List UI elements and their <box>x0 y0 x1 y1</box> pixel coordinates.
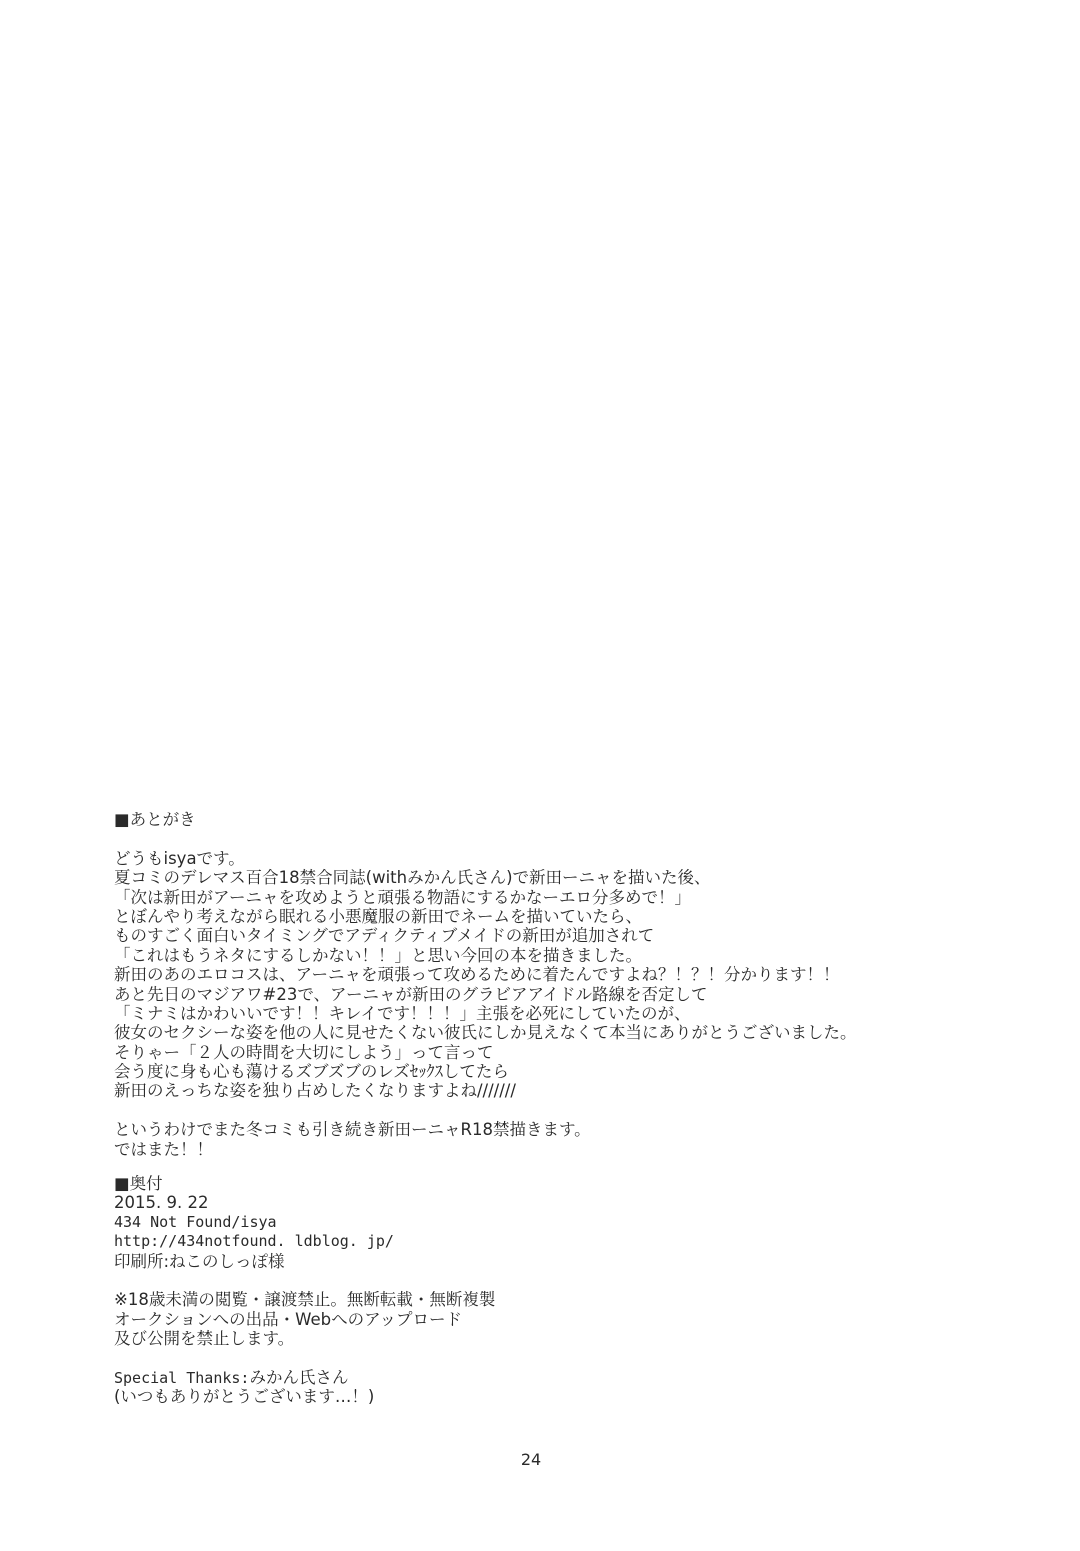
colophon-date: 2015. 9. 22 <box>114 1193 209 1213</box>
spacer <box>114 1349 1014 1368</box>
afterword-line <box>114 1101 1014 1120</box>
afterword-section <box>114 810 1014 1159</box>
afterword-line: ものすごく面白いタイミングでアディクティブメイドの新田が追加されて <box>114 926 655 946</box>
afterword-line: 「次は新田がアーニャを攻めようと頑張る物語にするかなーエロ分多めで！」 <box>114 887 692 907</box>
afterword-line: とぼんやり考えながら眠れる小悪魔服の新田でネームを描いていたら、 <box>114 906 642 926</box>
afterword-line: 新田のあのエロコスは、アーニャを頑張って攻めるために着たんですよね？！？！分かります！！ <box>114 965 840 985</box>
colophon-heading: ■奥付 <box>114 1174 163 1193</box>
afterword-line: ではまた！！ <box>114 1139 213 1159</box>
special-thanks <box>114 1368 1014 1387</box>
afterword-line: あと先日のマジアワ#23で、アーニャが新田のグラビアアイドル路線を否定して <box>114 984 708 1004</box>
afterword-line: 夏コミのデレマス百合18禁合同誌(withみかん氏さん)で新田ーニャを描いた後、 <box>114 868 711 888</box>
afterword-line <box>114 829 1014 848</box>
colophon-printer: 印刷所:ねこのしっぽ様 <box>114 1251 285 1271</box>
afterword-line: というわけでまた冬コミも引き続き新田ーニャR18禁描きます。 <box>114 1120 591 1140</box>
notice-line: 及び公開を禁止します。 <box>114 1329 295 1349</box>
special-thanks-prefix: Special Thanks: <box>114 1368 250 1387</box>
notice-line: ※18歳未満の閲覧・譲渡禁止。無断転載・無断複製 <box>114 1290 496 1310</box>
special-thanks-note: (いつもありがとうございます…！) <box>114 1387 375 1407</box>
afterword-line: そりゃー「２人の時間を大切にしよう」って言って <box>114 1042 494 1062</box>
afterword-line: 会う度に身も心も蕩けるズブズブのレズｾｯｸｽしてたら <box>114 1062 509 1082</box>
afterword-line: 新田のえっちな姿を独り占めしたくなりますよね/////// <box>114 1081 516 1101</box>
afterword-heading: ■あとがき <box>114 810 196 829</box>
spacer <box>114 1271 1014 1290</box>
afterword-line: どうもisyaです。 <box>114 848 245 868</box>
afterword-line: 「これはもうネタにするしかない！！」と思い今回の本を描きました。 <box>114 945 642 965</box>
colophon-url: http://434notfound. ldblog. jp/ <box>114 1232 394 1251</box>
afterword-line: 「ミナミはかわいいです！！キレイです！！！」主張を必死にしていたのが、 <box>114 1003 691 1023</box>
colophon-circle: 434 Not Found/isya <box>114 1212 277 1231</box>
notice-line: オークションへの出品・Webへのアップロード <box>114 1309 462 1329</box>
colophon-section <box>114 1174 1014 1407</box>
afterword-line: 彼女のセクシーな姿を他の人に見せたくない彼氏にしか見えなくて本当にありがとうございました。 <box>114 1023 857 1043</box>
special-thanks-name: みかん氏さん <box>249 1367 349 1387</box>
page-number: 24 <box>520 1450 542 1469</box>
